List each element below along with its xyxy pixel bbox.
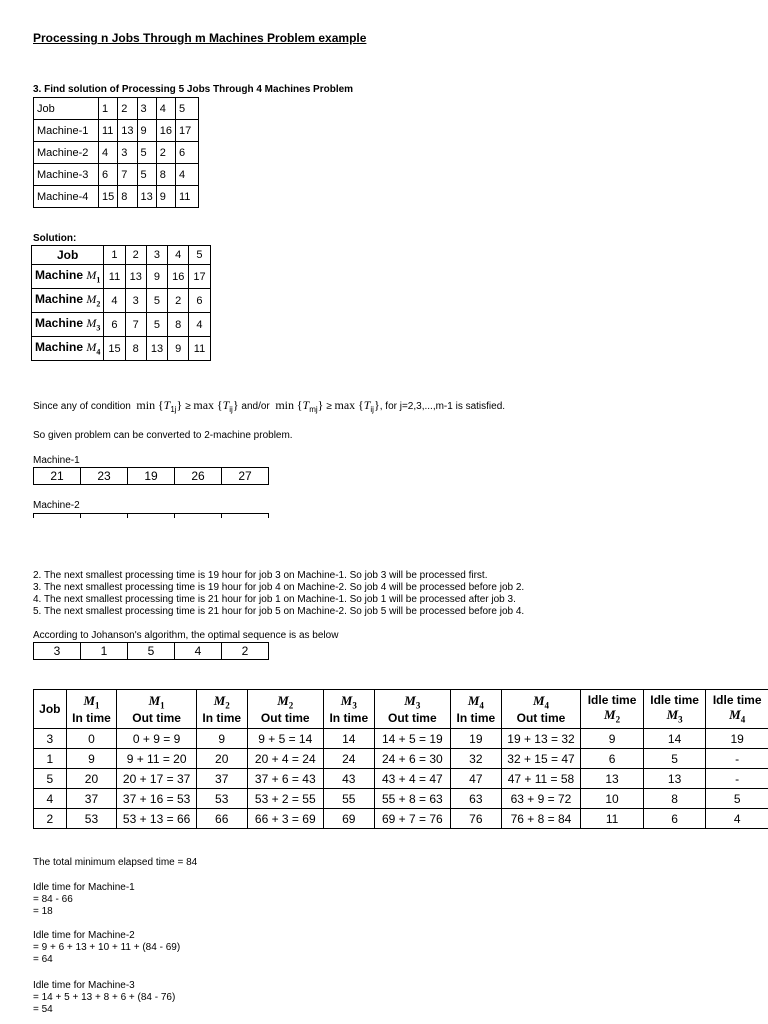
step-line: 4. The next smallest processing time is 21 hour for job 1 on Machine-1. So job 1 will be processed after job 3.	[33, 594, 516, 605]
table-cell: 53	[66, 809, 117, 829]
table-cell: 13	[643, 769, 706, 789]
table-cell: 6	[643, 809, 706, 829]
table-cell: 9	[66, 749, 117, 769]
table-cell: 13	[137, 186, 156, 208]
problem-table	[33, 97, 199, 208]
table-cell: 3	[34, 643, 81, 660]
table-cell: Machine-1	[34, 120, 99, 142]
table-cell: 47	[451, 769, 502, 789]
table-cell: $M_2$ Out time	[247, 690, 323, 729]
table-cell: Idle time $M_2$	[581, 690, 644, 729]
table-cell: 4	[168, 246, 189, 265]
table-cell: 20	[196, 749, 247, 769]
table-cell: 9	[156, 186, 175, 208]
table-cell: Machine-2	[34, 142, 99, 164]
table-cell: 3	[125, 289, 146, 313]
table-cell: Job	[32, 246, 104, 265]
table-cell: 16	[156, 120, 175, 142]
table-cell: 15	[104, 337, 125, 361]
table-cell: Idle time $M_3$	[643, 690, 706, 729]
table-cell: 5	[146, 313, 167, 337]
table-cell: 14	[643, 729, 706, 749]
step-line: 5. The next smallest processing time is 21 hour for job 5 on Machine-2. So job 5 will be processed before job 4.	[33, 606, 525, 617]
table-cell: 5	[34, 769, 67, 789]
table-cell: 1	[104, 246, 125, 265]
table-cell: 1	[99, 98, 118, 120]
table-cell: Idle time $M_4$	[706, 690, 768, 729]
table-cell: 63	[451, 789, 502, 809]
table-cell: 7	[118, 164, 137, 186]
table-cell: 66	[196, 809, 247, 829]
table-cell: 37	[196, 769, 247, 789]
table-cell: 5	[643, 749, 706, 769]
table-cell: 19	[706, 729, 768, 749]
table-cell: 4	[189, 313, 210, 337]
table-cell: 9	[146, 265, 167, 289]
table-row	[34, 98, 199, 120]
table-cell: 6	[176, 142, 199, 164]
table-cell: 76	[451, 809, 502, 829]
table-cell: 4	[706, 809, 768, 829]
table-cell: 37	[66, 789, 117, 809]
table-cell: 9 + 5 = 14	[247, 729, 323, 749]
table-cell: Machine $M_1$	[32, 265, 104, 289]
table-row	[32, 265, 211, 289]
table-row	[34, 468, 269, 485]
table-cell: 8	[643, 789, 706, 809]
table-row	[34, 809, 768, 829]
table-cell: 66 + 3 = 69	[247, 809, 323, 829]
table-cell: 19 + 13 = 32	[501, 729, 581, 749]
table-cell: 37 + 6 = 43	[247, 769, 323, 789]
table-cell: 27	[222, 468, 269, 485]
table-cell: 5	[137, 142, 156, 164]
table-cell: 6	[189, 289, 210, 313]
question-heading: 3. Find solution of Processing 5 Jobs Through 4 Machines Problem	[33, 84, 354, 95]
table-cell: 24 + 6 = 30	[374, 749, 450, 769]
table-cell: -	[706, 749, 768, 769]
table-cell: 2	[34, 809, 67, 829]
table-row	[34, 769, 768, 789]
table-cell: 4	[176, 164, 199, 186]
table-cell: 9	[168, 337, 189, 361]
table-cell: $M_3$ In time	[323, 690, 374, 729]
table-cell: 24	[323, 749, 374, 769]
table-cell: 8	[156, 164, 175, 186]
table-cell: Machine $M_4$	[32, 337, 104, 361]
idle-m2-calc: = 9 + 6 + 13 + 10 + 11 + (84 - 69)	[33, 942, 181, 953]
table-cell: 19	[128, 468, 175, 485]
table-cell: 55	[323, 789, 374, 809]
table-cell: 69 + 7 = 76	[374, 809, 450, 829]
table-cell: 14 + 5 = 19	[374, 729, 450, 749]
table-cell: Machine-3	[34, 164, 99, 186]
machine1-table	[33, 467, 269, 485]
table-cell: $M_1$ In time	[66, 690, 117, 729]
table-cell: 9	[581, 729, 644, 749]
table-cell: 0 + 9 = 9	[117, 729, 197, 749]
table-cell: 20 + 4 = 24	[247, 749, 323, 769]
table-cell: -	[706, 769, 768, 789]
table-cell: 43	[323, 769, 374, 789]
table-cell: 3	[118, 142, 137, 164]
table-cell: 5	[706, 789, 768, 809]
table-row	[34, 142, 199, 164]
table-cell: 16	[168, 265, 189, 289]
table-cell: 6	[104, 313, 125, 337]
table-cell: 11	[581, 809, 644, 829]
table-cell: $M_4$ Out time	[501, 690, 581, 729]
table-cell: 32 + 15 = 47	[501, 749, 581, 769]
table-cell: 5	[189, 246, 210, 265]
table-cell: 13	[581, 769, 644, 789]
table-row	[34, 729, 768, 749]
table-row	[34, 789, 768, 809]
machine2-table-edge	[33, 513, 269, 518]
sequence-table	[33, 642, 269, 660]
table-cell: 1	[81, 643, 128, 660]
table-cell: 4	[156, 98, 175, 120]
table-cell: 43 + 4 = 47	[374, 769, 450, 789]
table-cell: 11	[104, 265, 125, 289]
solution-label: Solution:	[33, 233, 77, 244]
table-cell: 11	[176, 186, 199, 208]
table-cell: 5	[176, 98, 199, 120]
table-cell: 32	[451, 749, 502, 769]
time-table	[33, 689, 768, 829]
idle-m1-result: = 18	[33, 906, 53, 917]
table-cell: 6	[99, 164, 118, 186]
table-row	[34, 186, 199, 208]
table-cell: 5	[137, 164, 156, 186]
table-cell: 19	[451, 729, 502, 749]
table-cell: 10	[581, 789, 644, 809]
table-cell: 3	[137, 98, 156, 120]
table-cell: 1	[34, 749, 67, 769]
table-cell: 8	[125, 337, 146, 361]
table-cell: 13	[146, 337, 167, 361]
table-cell: 2	[156, 142, 175, 164]
table-cell: 9	[196, 729, 247, 749]
table-cell: 20	[66, 769, 117, 789]
table-cell: 2	[118, 98, 137, 120]
table-cell: $M_2$ In time	[196, 690, 247, 729]
idle-m2-result: = 64	[33, 954, 53, 965]
table-cell: 2	[222, 643, 269, 660]
table-cell: Job	[34, 690, 67, 729]
idle-m3-result: = 54	[33, 1004, 53, 1015]
machine1-label: Machine-1	[33, 455, 80, 466]
table-cell: Machine-4	[34, 186, 99, 208]
table-cell: 6	[581, 749, 644, 769]
table-cell: Machine $M_3$	[32, 313, 104, 337]
table-cell: 4	[34, 789, 67, 809]
total-elapsed: The total minimum elapsed time = 84	[33, 857, 198, 868]
table-cell: 69	[323, 809, 374, 829]
table-cell: 53 + 2 = 55	[247, 789, 323, 809]
table-row	[34, 164, 199, 186]
table-cell: 20 + 17 = 37	[117, 769, 197, 789]
table-cell: 4	[175, 643, 222, 660]
table-cell: 7	[125, 313, 146, 337]
table-cell: $M_4$ In time	[451, 690, 502, 729]
table-cell: 8	[168, 313, 189, 337]
table-cell: 53 + 13 = 66	[117, 809, 197, 829]
table-cell: 13	[125, 265, 146, 289]
table-cell: Machine $M_2$	[32, 289, 104, 313]
table-cell: 2	[125, 246, 146, 265]
table-row	[34, 120, 199, 142]
table-cell: 76 + 8 = 84	[501, 809, 581, 829]
page-title: Processing n Jobs Through m Machines Problem example	[33, 31, 367, 45]
sequence-label: According to Johanson's algorithm, the optimal sequence is as below	[33, 630, 339, 641]
table-cell: 5	[146, 289, 167, 313]
table-row	[32, 313, 211, 337]
table-cell: 63 + 9 = 72	[501, 789, 581, 809]
table-cell: 8	[118, 186, 137, 208]
table-cell: 9	[137, 120, 156, 142]
table-cell: 0	[66, 729, 117, 749]
table-cell: 15	[99, 186, 118, 208]
table-cell: $M_3$ Out time	[374, 690, 450, 729]
table-cell: 13	[118, 120, 137, 142]
table-cell: 11	[99, 120, 118, 142]
table-cell: 21	[34, 468, 81, 485]
table-cell: 14	[323, 729, 374, 749]
table-row	[34, 749, 768, 769]
solution-table	[31, 245, 211, 361]
idle-m3-title: Idle time for Machine-3	[33, 980, 135, 991]
table-row	[32, 246, 211, 265]
table-cell: Job	[34, 98, 99, 120]
condition-text: Since any of condition $\min \{T_{1j}\} \ge \max \{T_{ij}\}$ and/or $\min \{T_{mj}\} \ge \max \{T_{ij}\}$, for j=2,3,...,m-1 is satisfied.	[33, 398, 506, 414]
table-cell: 37 + 16 = 53	[117, 789, 197, 809]
table-cell: 23	[81, 468, 128, 485]
table-cell: 11	[189, 337, 210, 361]
table-cell: 4	[104, 289, 125, 313]
idle-m3-calc: = 14 + 5 + 13 + 8 + 6 + (84 - 76)	[33, 992, 176, 1003]
table-cell: 26	[175, 468, 222, 485]
table-row	[32, 289, 211, 313]
idle-m2-title: Idle time for Machine-2	[33, 930, 135, 941]
table-cell: 17	[189, 265, 210, 289]
table-cell: $M_1$ Out time	[117, 690, 197, 729]
step-line: 3. The next smallest processing time is 19 hour for job 4 on Machine-2. So job 4 will be processed before job 2.	[33, 582, 525, 593]
table-cell: 53	[196, 789, 247, 809]
table-row	[34, 643, 269, 660]
table-cell: 55 + 8 = 63	[374, 789, 450, 809]
table-cell: 4	[99, 142, 118, 164]
table-cell: 3	[146, 246, 167, 265]
table-cell: 3	[34, 729, 67, 749]
idle-m1-calc: = 84 - 66	[33, 894, 73, 905]
table-cell: 47 + 11 = 58	[501, 769, 581, 789]
machine2-label: Machine-2	[33, 500, 80, 511]
table-cell: 9 + 11 = 20	[117, 749, 197, 769]
idle-m1-title: Idle time for Machine-1	[33, 882, 135, 893]
table-cell: 2	[168, 289, 189, 313]
converted-text: So given problem can be converted to 2-machine problem.	[33, 430, 293, 441]
table-cell: 17	[176, 120, 199, 142]
table-cell: 5	[128, 643, 175, 660]
table-row	[34, 690, 768, 729]
table-row	[32, 337, 211, 361]
step-line: 2. The next smallest processing time is 19 hour for job 3 on Machine-1. So job 3 will be processed first.	[33, 570, 488, 581]
